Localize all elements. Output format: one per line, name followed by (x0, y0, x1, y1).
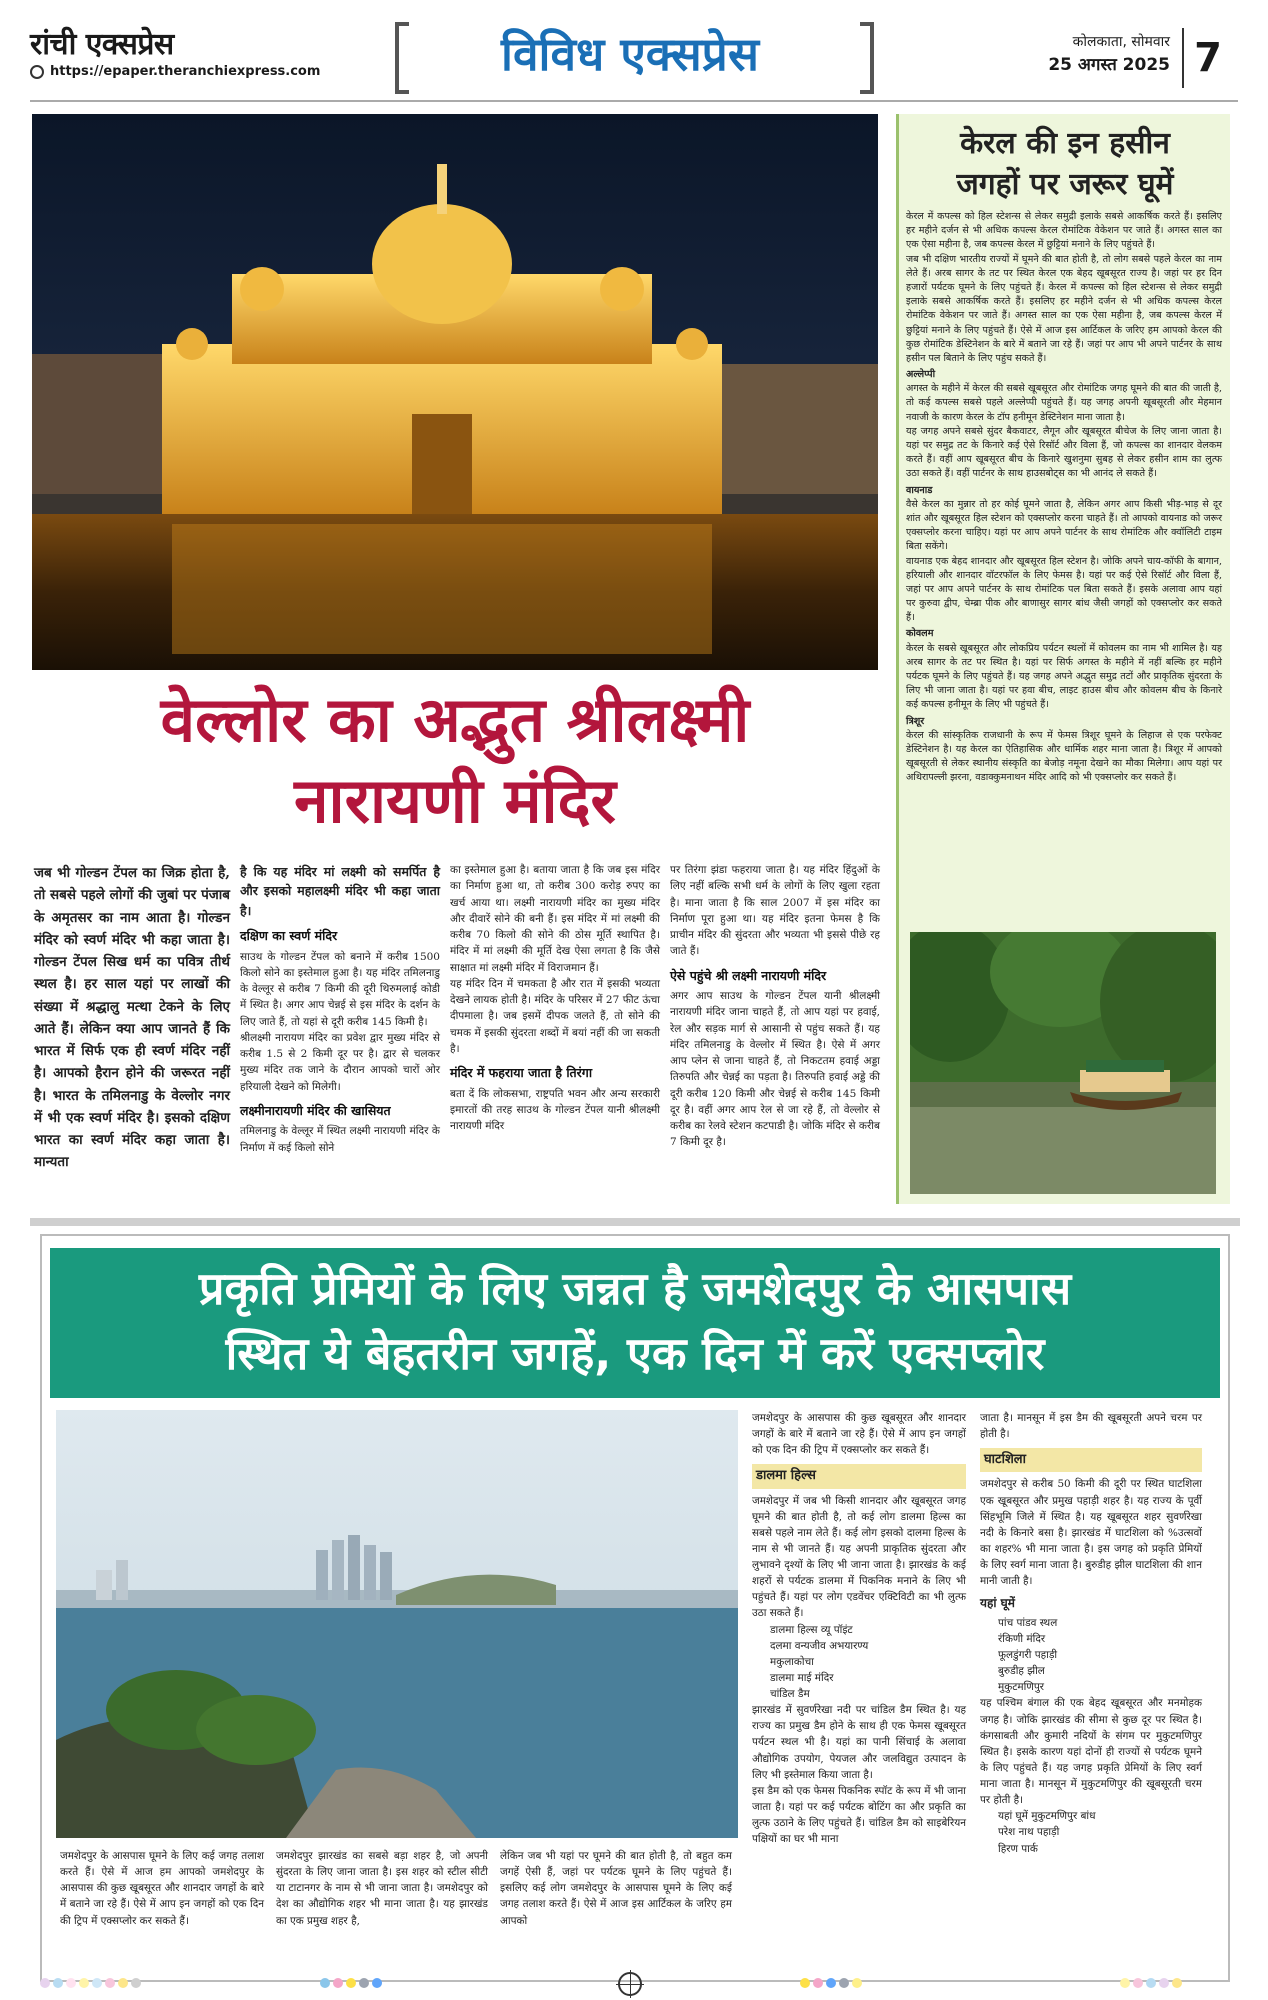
subhead-tricolour: मंदिर में फहराया जाता है तिरंगा (450, 1065, 593, 1081)
list-item: मुकुटमणिपुर (998, 1681, 1044, 1694)
golden-temple-photo (32, 114, 878, 670)
kerala-place-kovalam: कोवलम (906, 628, 934, 640)
paragraph: वैसे केरल का मुन्नार तो हर कोई घूमने जाता है, लेकिन अगर आप किसी भीड़-भाड़ से दूर शांत और खूबसूरत हिल स्टेशन को एक्सप्लोर करना चाहते हैं। तो आपको वायनाड को जरूर एक्सप्लोर करना चाहिए। यहां पर आप अपने पार्टनर के साथ रोमांटिक और क्वॉलिटी टाइम बिता सकेंगे। (906, 498, 1222, 553)
registration-dots-left (40, 1978, 141, 1988)
brand-name: रांची एक्सप्रेस (30, 27, 174, 62)
subhead-places-to-visit: यहां घूमें (980, 1596, 1015, 1611)
paragraph: साउथ के गोल्डन टेंपल को बनाने में करीब 1500 किलो सोने का इस्तेमाल हुआ है। यह मंदिर तमिलनाडु के वेल्लूर से करीब 7 किमी की दूरी थिरुमलाई कोडी में स्थित है। अगर आप चेन्नई से इस मंदिर के दर्शन के लिए जाते हैं, तो यहां से दूरी करीब 145 किमी है। (240, 950, 440, 1028)
section-divider (30, 1218, 1240, 1226)
lead-column-3 (450, 862, 660, 1134)
list-item: बुरुडीह झील (998, 1665, 1045, 1678)
kerala-place-thrissur: त्रिशूर (906, 715, 925, 727)
list-item: पांच पांडव स्थल (998, 1616, 1058, 1629)
jamshedpur-headline (60, 1256, 1210, 1387)
place-tag-ghatshila: घाटशिला (980, 1448, 1202, 1472)
jamshedpur-col-2 (980, 1410, 1202, 1857)
brand-url[interactable] (30, 64, 320, 79)
kerala-title-line1: केरल की इन हसीन (960, 126, 1170, 161)
jamshedpur-col-1 (752, 1410, 966, 1847)
list-item: चांडिल डैम (770, 1688, 810, 1701)
lead-headline (40, 680, 870, 841)
lead-headline-line1: वेल्लोर का अद्भुत श्रीलक्ष्मी (160, 683, 750, 756)
globe-icon (30, 65, 44, 79)
lead-intro: जब भी गोल्डन टेंपल का जिक्र होता है, तो सबसे पहले लोगों की जुबां पर पंजाब के अमृतसर का नाम आता है। गोल्डन मंदिर को स्वर्ण मंदिर भी कहा जाता है। गोल्डन टेंपल सिख धर्म का पवित्र तीर्थ स्थल है। हर साल यहां पर लाखों की संख्या में श्रद्धालु मत्था टेकने के लिए आते हैं। लेकिन क्या आप जानते हैं कि भारत में सिर्फ एक ही स्वर्ण मंदिर नहीं है। आपको हैरान होने की जरूरत नहीं है। भारत के तमिलनाडु के वेल्लोर नगर में भी एक स्वर्ण मंदिर है। इसको दक्षिण भारत का स्वर्ण मंदिर कहा जाता है। मान्यता (34, 865, 230, 1171)
paragraph: इस डैम को एक फेमस पिकनिक स्पॉट के रूप में भी जाना जाता है। यहां पर कई पर्यटक बोटिंग का और प्रकृति का लुत्फ उठाने के लिए पहुंचते हैं। चांडिल डैम को साइबेरियन पक्षियों का घर भी माना (752, 1784, 966, 1846)
paragraph: झारखंड में सुवर्णरेखा नदी पर चांडिल डैम स्थित है। यह राज्य का प्रमुख डैम होने के साथ ही एक फेमस खूबसूरत पर्यटन स्थल भी है। यहां का पानी सिंचाई के अलावा औद्योगिक उपयोग, पेयजल और जलविद्युत उत्पादन के लिए भी इस्तेमाल किया जाता है। (752, 1704, 966, 1781)
lead-col2-lead: है कि यह मंदिर मां लक्ष्मी को समर्पित है और इसको महालक्ष्मी मंदिर भी कहा जाता है। (240, 864, 440, 918)
subhead-how-to-reach: ऐसे पहुंचे श्री लक्ष्मी नारायणी मंदिर (670, 967, 827, 983)
jamshedpur-under-col-3: लेकिन जब भी यहां पर घूमने की बात होती है, तो बहुत कम जगहें ऐसी हैं, जहां पर पर्यटक घूमने के लिए पहुंचते हैं। इसलिए कई लोग जमशेदपुर के आसपास घूमने के लिए कई जगह तलाश करते हैं। ऐसे में आज इस आर्टिकल के जरिए हम आपको (500, 1850, 732, 1927)
list-item: फूलडुंगरी पहाड़ी (998, 1649, 1058, 1662)
city-day: कोलकाता, सोमवार (1072, 34, 1170, 50)
lead-headline-line2: नारायणी मंदिर (294, 763, 616, 837)
paragraph: केरल के सबसे खूबसूरत और लोकप्रिय पर्यटन स्थलों में कोवलम का नाम भी शामिल है। यह अरब सागर के तट पर स्थित है। यहां पर सिर्फ अगस्त के महीने में नहीं बल्कि हर महीने पर्यटक घूमने के लिए पहुंचते हैं। यह जगह अपने अद्भुत समुद्र तटों और प्राकृतिक सुंदरता के लिए भी जाना जाता है। यहां पर हवा बीच, लाइट हाउस बीच और कोवलम बीच के किनारे कई कपल्स हनीमून के लिए भी पहुंचते हैं। (906, 642, 1222, 711)
list-item: परेश नाथ पहाड़ी (998, 1826, 1060, 1839)
paragraph: जमशेदपुर में जब भी किसी शानदार और खूबसूरत जगह घूमने की बात होती है, तो कई लोग डालमा हिल्स का सबसे पहले नाम लेते हैं। कई लोग इसको दालमा हिल्स के नाम से भी जानते हैं। यह अपनी प्राकृतिक सुंदरता और लुभावने दृश्यों के लिए भी जाना जाता है। झारखंड के कई शहरों से पर्यटक डालमा में पिकनिक मनाने के लिए भी पहुंचते हैं। यहां पर लोग एडवेंचर एक्टिविटी का भी लुत्फ उठा सकते हैं। (752, 1494, 966, 1620)
issue-date: 25 अगस्त 2025 (1048, 55, 1170, 75)
paragraph: जब भी दक्षिण भारतीय राज्यों में घूमने की बात होती है, तो लोग सबसे पहले केरल का नाम लेते हैं। अरब सागर के तट पर स्थित केरल एक बेहद खूबसूरत राज्य है। जहां पर हर दिन हजारों पर्यटक घूमने के लिए पहुंचते हैं। केरल में कपल्स को हिल स्टेशन्स से लेकर समुद्री इलाके सबसे आकर्षिक करते हैं। इसलिए हर महीने दर्जन से भी अधिक कपल्स केरल रोमांटिक वेकेशन पर जाते हैं। अगस्त साल का एक ऐसा महीना है, जब कपल्स केरल में छुट्टियां मनाने के लिए पहुंचते हैं। ऐसे में आज इस आर्टिकल के जरिए हम आपको केरल की कुछ रोमांटिक डेस्टिनेशन के बारे में बताने जा रहे हैं। जहां पर आप भी अपने पार्टनर के साथ हसीन पल बिताने के लिए पहुंच सकते हैं। (906, 253, 1222, 364)
paragraph: यह मंदिर दिन में चमकता है और रात में इसकी भव्यता देखने लायक होती है। मंदिर के परिसर में 27 फीट ऊंचा दीपमाला है। जब इसमें दीपक जलते हैं, तो सोने की चमक में इसकी सुंदरता शब्दों में बयां नहीं की जा सकती है। (450, 977, 660, 1055)
jamshedpur-headline-line1: प्रकृति प्रेमियों के लिए जन्नत है जमशेदपुर के आसपास (198, 1262, 1072, 1315)
registration-dots-center-right (800, 1978, 862, 1988)
paragraph: जाता है। मानसून में इस डैम की खूबसूरती अपने चरम पर होती है। (980, 1412, 1202, 1441)
paragraph: का इस्तेमाल हुआ है। बताया जाता है कि जब इस मंदिर का निर्माण हुआ था, तो करीब 300 करोड़ रुपए का खर्च आया था। लक्ष्मी नारायणी मंदिर का मुख्य मंदिर और दीवारें सोने की बनी हैं। इस मंदिर में मां लक्ष्मी की करीब 70 किलो की सोने की ठोस मूर्ति स्थापित है। मंदिर में मां लक्ष्मी की मूर्ति देख ऐसा लगता है कि जैसे साक्षात मां लक्ष्मी मंदिर में विराजमान हैं। (450, 864, 660, 974)
subhead-temple-specialty: लक्ष्मीनारायणी मंदिर की खासियत (240, 1102, 391, 1118)
masthead-rule (30, 100, 1238, 102)
jamshedpur-headline-line2: स्थित ये बेहतरीन जगहें, एक दिन में करें एक्सप्लोर (225, 1327, 1045, 1381)
lead-column-4 (670, 862, 880, 1151)
paragraph: अगर आप साउथ के गोल्डन टेंपल यानी श्रीलक्ष्मी नारायणी मंदिर जाना चाहते हैं, तो आप यहां पर हवाई, रेल और सड़क मार्ग से आसानी से पहुंच सकते हैं। यह मंदिर तमिलनाडु के वेल्लोर में स्थित है। ऐसे में अगर आप प्लेन से जाना चाहते हैं, तो निकटतम हवाई अड्डा तिरुपति और चेन्नई का पड़ता है। तिरुपति हवाई अड्डे की दूरी करीब 120 किमी और चेन्नई से करीब 145 किमी दूर है। वहीं अगर आप रेल से जा रहे हैं, तो वेल्लोर से करीब का रेलवे स्टेशन कटपाडी है। जोकि मंदिर से करीब 7 किमी दूर है। (670, 989, 880, 1149)
paragraph: जमशेदपुर के आसपास की कुछ खूबसूरत और शानदार जगहों के बारे में बताने जा रहे हैं। ऐसे में आप इन जगहों को एक दिन की ट्रिप में एक्सप्लोर कर सकते हैं। (752, 1412, 966, 1457)
paragraph: वायनाड एक बेहद शानदार और खूबसूरत हिल स्टेशन है। जोकि अपने चाय-कॉफी के बागान, हरियाली और शानदार वॉटरफॉल के लिए फेमस है। यहां पर कई ऐसे रिसॉर्ट और विला हैं, जहां पर आप अपने पार्टनर के साथ रोमांटिक पल बिता सकते हैं। इसके अलावा आप यहां पर कुरुवा द्वीप, चेम्ब्रा पीक और बाणासुर सागर बांध जैसी जगहों को एक्सप्लोर कर सकते हैं। (906, 555, 1222, 624)
paragraph: केरल की सांस्कृतिक राजधानी के रूप में फेमस त्रिशूर घूमने के लिहाज से एक परफेक्ट डेस्टिनेशन है। यह केरल का ऐतिहासिक और धार्मिक शहर माना जाता है। त्रिशूर में आपको खूबसूरती से लेकर स्थानीय संस्कृति का बेजोड़ नमूना देखने का मौका मिलेगा। आप यहां पर अथिरापल्ली झरना, वडाक्कुमनाथन मंदिर आदि को भी एक्सप्लोर कर सकते हैं। (906, 729, 1222, 784)
kerala-article (906, 210, 1222, 786)
place-tag-dalma-hills: डालमा हिल्स (752, 1464, 966, 1488)
paragraph: जमशेदपुर से करीब 50 किमी की दूरी पर स्थित घाटशिला एक खूबसूरत और प्रमुख पहाड़ी शहर है। यह राज्य के पूर्वी सिंहभूमि जिले में स्थित है। यह खूबसूरत शहर सुवर्णरेखा नदी के किनारे बसा है। झारखंड में घाटशिला को %उत्सवों का शहर% भी माना जाता है। इस जगह को प्रकृति प्रेमियों के लिए स्वर्ग माना जाता है। बुरुडीह झील घाटशिला की शान मानी जाती है। (980, 1478, 1202, 1588)
paragraph: यह जगह अपने सबसे सुंदर बैकवाटर, लैगून और खूबसूरत बीचेज के लिए जाना जाता है। यहां पर समुद्र तट के किनारे कई ऐसे रिसॉर्ट और विला हैं, जो कपल्स का शानदार वेलकम करते हैं। वहीं आप खूबसूरत बीच के किनारे खुशनुमा सुबह से लेकर हसीन शाम का लुत्फ उठा सकते हैं। वहीं पार्टनर के साथ हाउसबोट्स का भी आनंद ले सकते हैं। (906, 425, 1222, 480)
subhead-south-golden-temple: दक्षिण का स्वर्ण मंदिर (240, 928, 338, 944)
paragraph: पर तिरंगा झंडा फहराया जाता है। यह मंदिर हिंदुओं के लिए नहीं बल्कि सभी धर्म के लोगों के लिए खुला रहता है। माना जाता है कि साल 2007 में इस मंदिर का निर्माण पूरा हुआ था। यह मंदिर इतना फेमस है कि प्राचीन मंदिर की सुंदरता और भव्यता भी इससे पीछे रह जाते हैं। (670, 864, 880, 958)
list-item: हिरण पार्क (998, 1842, 1038, 1855)
section-bracket-left (395, 22, 409, 94)
paragraph: केरल में कपल्स को हिल स्टेशन्स से लेकर समुद्री इलाके सबसे आकर्षिक करते हैं। इसलिए हर महीने दर्जन से भी अधिक कपल्स केरल रोमांटिक वेकेशन पर जाते हैं। अगस्त साल का एक ऐसा महीना है, जब कपल्स केरल में छुट्टियां मनाने के लिए पहुंचते हैं। (906, 211, 1222, 251)
registration-dots-right (1120, 1978, 1182, 1988)
page-number: 7 (1182, 28, 1232, 88)
list-item: डालमा माई मंदिर (770, 1671, 834, 1684)
kerala-title-line2: जगहों पर जरूर घूमें (956, 166, 1174, 202)
section-bracket-right (860, 22, 874, 94)
kerala-backwater-photo (910, 932, 1216, 1194)
jamshedpur-under-col-2: जमशेदपुर झारखंड का सबसे बड़ा शहर है, जो अपनी सुंदरता के लिए जाना जाता है। इस शहर को स्टील सीटी या टाटानगर के नाम से भी जाना जाता है। जमशेदपुर को देश का औद्योगिक शहर भी माना जाता है। यह झारखंड का एक प्रमुख शहर है, (276, 1850, 488, 1927)
list-item: दलमा वन्यजीव अभयारण्य (770, 1639, 869, 1652)
paragraph: यह पश्चिम बंगाल की एक बेहद खूबसूरत और मनमोहक जगह है। जोकि झारखंड की सीमा से कुछ दूर पर स्थित है। कंगसाबती और कुमारी नदियों के संगम पर मुकुटमणिपुर स्थित है। इसके कारण यहां दोनों ही राज्यों से पर्यटक घूमने के लिए पहुंचते हैं। यह जगह प्रकृति प्रेमियों के लिए स्वर्ग माना जाता है। मानसून में मुकुटमणिपुर की खूबसूरती चरम पर होती है। (980, 1697, 1202, 1807)
list-item: रंकिणी मंदिर (998, 1632, 1046, 1645)
list-item: यहां घूमें मुकुटमणिपुर बांध (998, 1810, 1096, 1823)
jamshedpur-under-col-1: जमशेदपुर के आसपास घूमने के लिए कई जगह तलाश करते हैं। ऐसे में आज हम आपको जमशेदपुर के आसपास की कुछ खूबसूरत और शानदार जगहों के बारे में बताने जा रहे हैं। ऐसे में आप इन जगहों को एक दिन की ट्रिप में एक्सप्लोर कर सकते हैं। (60, 1850, 264, 1927)
coastal-city-photo (56, 1410, 738, 1838)
section-title: विविध एक्सप्रेस (501, 27, 759, 81)
crosshair-icon (618, 1972, 642, 1996)
kerala-place-wayanad: वायनाड (906, 484, 933, 496)
list-item: मकुलाकोचा (770, 1655, 814, 1668)
paragraph: श्रीलक्ष्मी नारायण मंदिर का प्रवेश द्वार मुख्य मंदिर से करीब 1.5 से 2 किमी दूर पर है। द्वार से चलकर मुख्य मंदिर तक जाने के दौरान आपको चारों ओर हरियाली देखने को मिलेगी। (240, 1031, 440, 1093)
dateline (1040, 32, 1170, 79)
url-text[interactable]: https://epaper.theranchiexpress.com (50, 64, 321, 79)
paragraph: अगस्त के महीने में केरल की सबसे खूबसूरत और रोमांटिक जगह घूमने की बात की जाती है, तो कई कपल्स सबसे पहले अल्लेप्पी पहुंचते हैं। यह जगह अपनी खूबसूरती और मेहमान नवाजी के कारण केरल के टॉप हनीमून डेस्टिनेशन माना जाता है। (906, 383, 1222, 423)
kerala-place-alleppey: अल्लेप्पी (906, 369, 936, 381)
lead-column-2 (240, 862, 440, 1156)
kerala-title (910, 124, 1220, 205)
registration-dots-center-left (320, 1978, 382, 1988)
paragraph: बता दें कि लोकसभा, राष्ट्रपति भवन और अन्य सरकारी इमारतों की तरह साउथ के गोल्डन टेंपल यानी श्रीलक्ष्मी नारायणी मंदिर (450, 1087, 660, 1133)
paragraph: तमिलनाडु के वेल्लूर में स्थित लक्ष्मी नारायणी मंदिर के निर्माण में कई किलो सोने (240, 1125, 440, 1154)
list-item: डालमा हिल्स व्यू पॉइंट (770, 1623, 853, 1636)
